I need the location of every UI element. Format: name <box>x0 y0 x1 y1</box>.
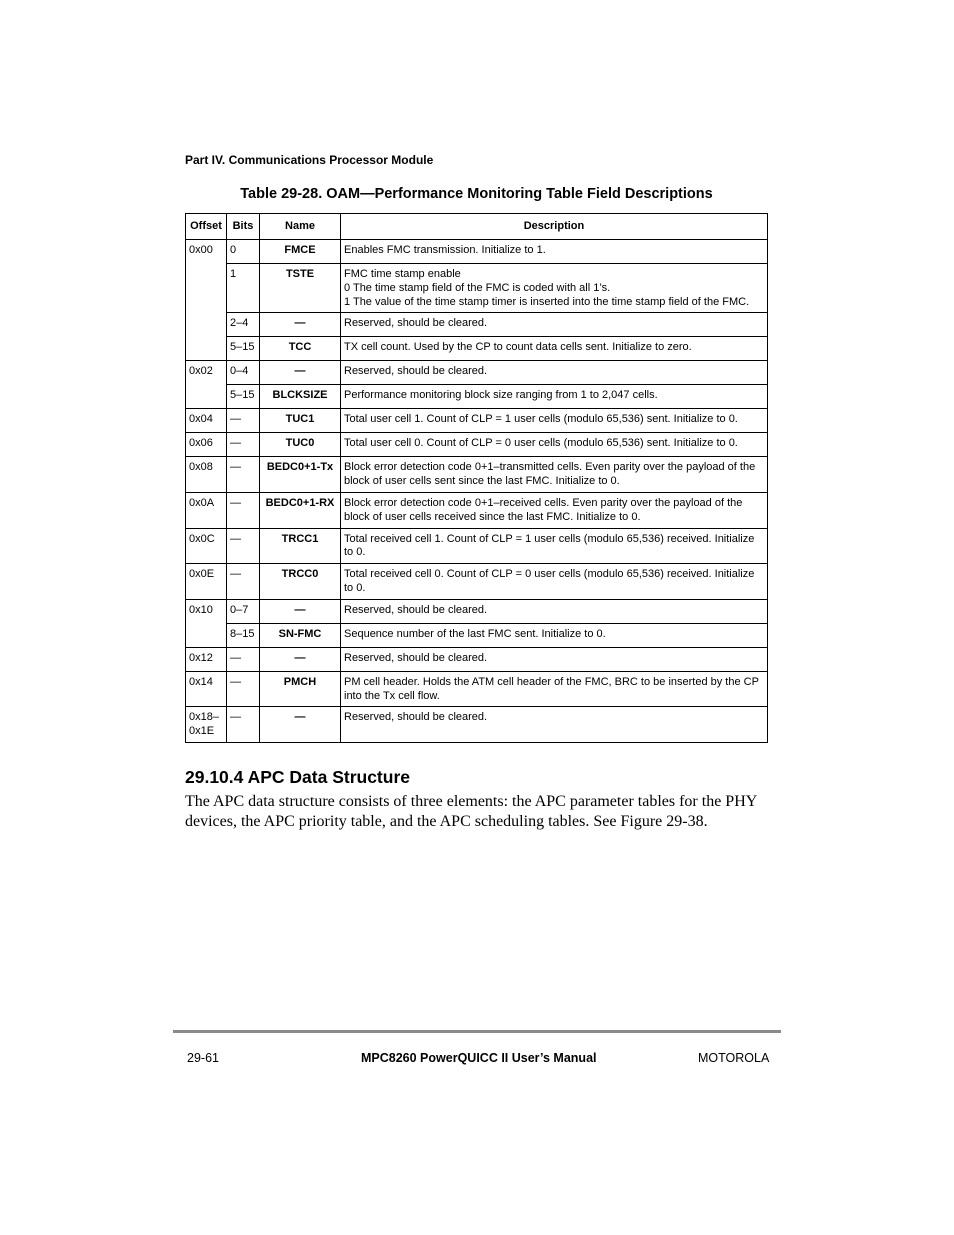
name-cell: TUC1 <box>260 409 341 433</box>
bits-cell: 5–15 <box>227 337 260 361</box>
column-header-offset: Offset <box>186 214 227 240</box>
description-cell: Reserved, should be cleared. <box>341 361 768 385</box>
table-row <box>186 671 768 707</box>
offset-cell: 0x0E <box>186 564 227 600</box>
table-row <box>186 707 768 743</box>
name-cell: PMCH <box>260 671 341 707</box>
table-row <box>186 433 768 457</box>
bits-cell: — <box>227 528 260 564</box>
description-cell: Sequence number of the last FMC sent. Initialize to 0. <box>341 623 768 647</box>
table-row <box>186 264 768 313</box>
table-caption: Table 29-28. OAM—Performance Monitoring Table Field Descriptions <box>240 186 713 202</box>
column-header-name: Name <box>260 214 341 240</box>
bits-cell: — <box>227 647 260 671</box>
table-row <box>186 409 768 433</box>
table-header-row <box>186 214 768 240</box>
offset-cell: 0x0C <box>186 528 227 564</box>
bits-cell: — <box>227 433 260 457</box>
description-cell: Enables FMC transmission. Initialize to 1. <box>341 240 768 264</box>
name-cell: — <box>260 361 341 385</box>
offset-cell: 0x06 <box>186 433 227 457</box>
bits-cell: 0 <box>227 240 260 264</box>
name-cell: — <box>260 599 341 623</box>
section-heading: 29.10.4 APC Data Structure <box>185 767 410 787</box>
bits-cell: — <box>227 409 260 433</box>
bits-cell: — <box>227 671 260 707</box>
bits-cell: 0–7 <box>227 599 260 623</box>
table-row <box>186 528 768 564</box>
company-name: MOTOROLA <box>698 1051 770 1065</box>
description-cell: Reserved, should be cleared. <box>341 707 768 743</box>
name-cell: FMCE <box>260 240 341 264</box>
description-cell: Total user cell 0. Count of CLP = 0 user cells (modulo 65,536) sent. Initialize to 0. <box>341 433 768 457</box>
name-cell: SN-FMC <box>260 623 341 647</box>
name-cell: — <box>260 707 341 743</box>
table-row <box>186 385 768 409</box>
name-cell: — <box>260 647 341 671</box>
table-row <box>186 492 768 528</box>
offset-cell: 0x10 <box>186 599 227 647</box>
bits-cell: — <box>227 457 260 493</box>
name-cell: BEDC0+1-RX <box>260 492 341 528</box>
offset-cell: 0x0A <box>186 492 227 528</box>
bits-cell: 0–4 <box>227 361 260 385</box>
offset-cell: 0x00 <box>186 240 227 361</box>
bits-cell: 2–4 <box>227 313 260 337</box>
offset-cell: 0x12 <box>186 647 227 671</box>
name-cell: BLCKSIZE <box>260 385 341 409</box>
description-cell: TX cell count. Used by the CP to count data cells sent. Initialize to zero. <box>341 337 768 361</box>
manual-title: MPC8260 PowerQUICC II User’s Manual <box>361 1051 597 1065</box>
description-cell: Block error detection code 0+1–transmitted cells. Even parity over the payload of the block of user cells sent since the last FMC. Initialize to 0. <box>341 457 768 493</box>
description-cell: PM cell header. Holds the ATM cell header of the FMC, BRC to be inserted by the CP into the Tx cell flow. <box>341 671 768 707</box>
table-row <box>186 361 768 385</box>
running-header: Part IV. Communications Processor Module <box>185 153 434 167</box>
description-cell: Reserved, should be cleared. <box>341 313 768 337</box>
description-cell: Block error detection code 0+1–received cells. Even parity over the payload of the block of user cells received since the last FMC. Initialize to 0. <box>341 492 768 528</box>
name-cell: TCC <box>260 337 341 361</box>
bits-cell: — <box>227 707 260 743</box>
offset-cell: 0x18– 0x1E <box>186 707 227 743</box>
name-cell: TSTE <box>260 264 341 313</box>
field-descriptions-table <box>185 213 768 743</box>
table-row <box>186 240 768 264</box>
table-row <box>186 457 768 493</box>
description-cell: FMC time stamp enable 0 The time stamp field of the FMC is coded with all 1’s. 1 The value of the time stamp timer is inserted into the time stamp field of the FMC. <box>341 264 768 313</box>
description-cell: Performance monitoring block size ranging from 1 to 2,047 cells. <box>341 385 768 409</box>
bits-cell: — <box>227 492 260 528</box>
column-header-bits: Bits <box>227 214 260 240</box>
body-paragraph: The APC data structure consists of three elements: the APC parameter tables for the PHY devices, the APC priority table, and the APC scheduling tables. See Figure 29-38. <box>185 793 757 830</box>
table-row <box>186 337 768 361</box>
name-cell: TRCC0 <box>260 564 341 600</box>
offset-cell: 0x04 <box>186 409 227 433</box>
table-row <box>186 564 768 600</box>
name-cell: TUC0 <box>260 433 341 457</box>
table-row <box>186 623 768 647</box>
column-header-description: Description <box>341 214 768 240</box>
bits-cell: 1 <box>227 264 260 313</box>
offset-cell: 0x02 <box>186 361 227 409</box>
description-cell: Total received cell 1. Count of CLP = 1 user cells (modulo 65,536) received. Initialize to 0. <box>341 528 768 564</box>
page-number: 29-61 <box>187 1051 219 1065</box>
description-cell: Reserved, should be cleared. <box>341 647 768 671</box>
description-cell: Total user cell 1. Count of CLP = 1 user cells (modulo 65,536) sent. Initialize to 0. <box>341 409 768 433</box>
table-row <box>186 313 768 337</box>
description-cell: Reserved, should be cleared. <box>341 599 768 623</box>
table-row <box>186 647 768 671</box>
description-cell: Total received cell 0. Count of CLP = 0 user cells (modulo 65,536) received. Initialize to 0. <box>341 564 768 600</box>
bits-cell: 5–15 <box>227 385 260 409</box>
name-cell: TRCC1 <box>260 528 341 564</box>
bits-cell: — <box>227 564 260 600</box>
name-cell: BEDC0+1-Tx <box>260 457 341 493</box>
table-row <box>186 599 768 623</box>
name-cell: — <box>260 313 341 337</box>
bits-cell: 8–15 <box>227 623 260 647</box>
offset-cell: 0x08 <box>186 457 227 493</box>
offset-cell: 0x14 <box>186 671 227 707</box>
footer-divider <box>173 1030 781 1033</box>
